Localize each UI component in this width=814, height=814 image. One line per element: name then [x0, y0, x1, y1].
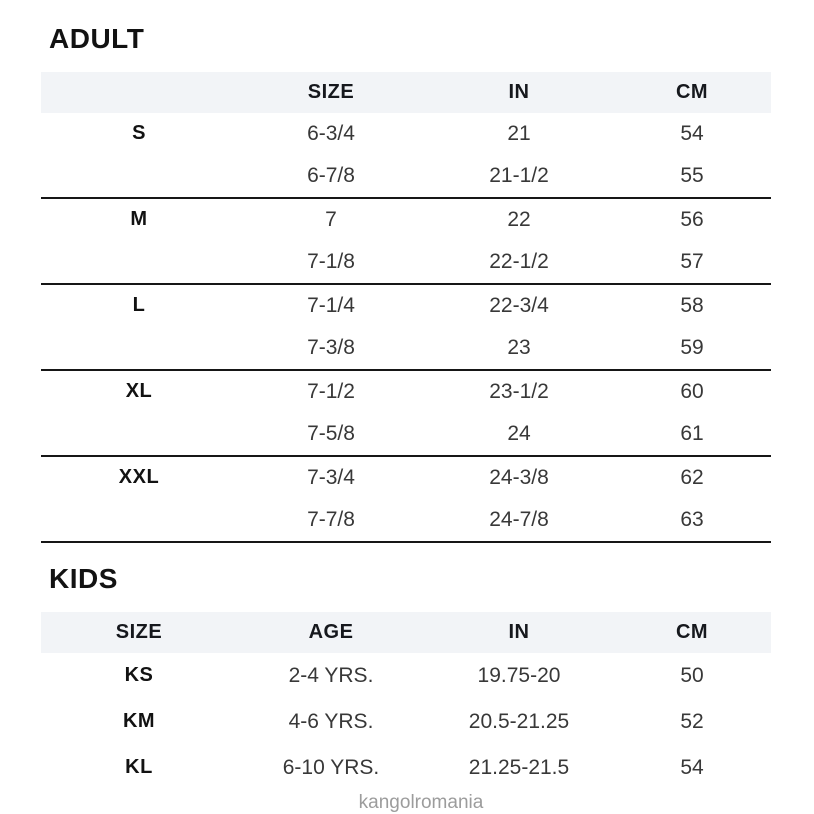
inches-cell: 22-3/4: [489, 293, 549, 317]
hat-size-cell: 7-1/2: [307, 379, 355, 403]
size-label-cell: [41, 413, 237, 456]
adult-col-header-size: SIZE: [237, 72, 425, 113]
size-label-cell: [41, 241, 237, 284]
size-label-cell: [41, 499, 237, 542]
adult-col-header-empty: [41, 72, 237, 113]
inches-cell: 20.5-21.25: [468, 709, 570, 733]
table-row: [41, 653, 771, 699]
table-row: [41, 499, 771, 542]
inches-cell: 23-1/2: [489, 379, 549, 403]
adult-section-title: ADULT: [49, 23, 145, 54]
hat-size-cell: 7-3/4: [307, 465, 355, 489]
size-label-cell: XXL: [118, 466, 160, 489]
cm-cell: 62: [680, 465, 704, 489]
kids-col-header-cm: CM: [613, 612, 771, 653]
age-cell: 6-10 YRS.: [282, 755, 380, 779]
age-cell: 2-4 YRS.: [288, 663, 374, 687]
cm-cell: 52: [680, 709, 704, 733]
cm-cell: 55: [613, 155, 771, 198]
cm-cell: 61: [613, 413, 771, 456]
cm-cell: 63: [613, 499, 771, 542]
adult-header-row: [41, 72, 771, 113]
adult-col-header-in: IN: [425, 72, 613, 113]
size-label-cell: [41, 155, 237, 198]
cm-cell: 54: [680, 121, 704, 145]
cm-cell: 54: [680, 755, 704, 779]
inches-cell: 22: [507, 207, 531, 231]
adult-col-header-cm: CM: [613, 72, 771, 113]
table-row: [41, 456, 771, 499]
hat-size-cell: 7-5/8: [237, 413, 425, 456]
table-row: [41, 327, 771, 370]
table-row: [41, 198, 771, 241]
table-row: [41, 745, 771, 791]
cm-cell: 56: [680, 207, 704, 231]
size-label-cell: KL: [125, 756, 153, 779]
size-label-cell: XL: [125, 380, 153, 403]
cm-cell: 59: [613, 327, 771, 370]
inches-cell: 21-1/2: [425, 155, 613, 198]
size-label-cell: KM: [122, 710, 156, 733]
inches-cell: 19.75-20: [477, 663, 561, 687]
inches-cell: 22-1/2: [425, 241, 613, 284]
kids-col-header-size: SIZE: [41, 612, 237, 653]
table-row: [41, 241, 771, 284]
adult-size-table: [41, 72, 771, 543]
size-label-cell: S: [132, 122, 146, 145]
hat-size-cell: 7-7/8: [237, 499, 425, 542]
age-cell: 4-6 YRS.: [288, 709, 374, 733]
inches-cell: 24-3/8: [489, 465, 549, 489]
cm-cell: 60: [680, 379, 704, 403]
watermark-text: kangolromania: [358, 791, 484, 813]
inches-cell: 23: [425, 327, 613, 370]
hat-size-cell: 6-3/4: [307, 121, 355, 145]
kids-header-row: [41, 612, 771, 653]
table-row: [41, 284, 771, 327]
hat-size-cell: 7-3/8: [237, 327, 425, 370]
inches-cell: 24-7/8: [425, 499, 613, 542]
inches-cell: 21: [507, 121, 531, 145]
table-row: [41, 155, 771, 198]
cm-cell: 58: [680, 293, 704, 317]
hat-size-cell: 7: [325, 207, 337, 231]
cm-cell: 57: [613, 241, 771, 284]
kids-col-header-age: AGE: [237, 612, 425, 653]
table-row: [41, 413, 771, 456]
table-row: [41, 113, 771, 155]
hat-size-cell: 6-7/8: [237, 155, 425, 198]
size-label-cell: KS: [124, 664, 154, 687]
inches-cell: 21.25-21.5: [468, 755, 570, 779]
hat-size-cell: 7-1/8: [237, 241, 425, 284]
kids-size-table: [41, 612, 771, 791]
size-label-cell: [41, 327, 237, 370]
kids-section-title: KIDS: [49, 562, 118, 594]
size-label-cell: M: [130, 208, 148, 231]
cm-cell: 50: [680, 663, 704, 687]
table-row: [41, 370, 771, 413]
table-row: [41, 699, 771, 745]
size-label-cell: L: [132, 294, 146, 317]
kids-col-header-in: IN: [425, 612, 613, 653]
inches-cell: 24: [425, 413, 613, 456]
hat-size-cell: 7-1/4: [307, 293, 355, 317]
